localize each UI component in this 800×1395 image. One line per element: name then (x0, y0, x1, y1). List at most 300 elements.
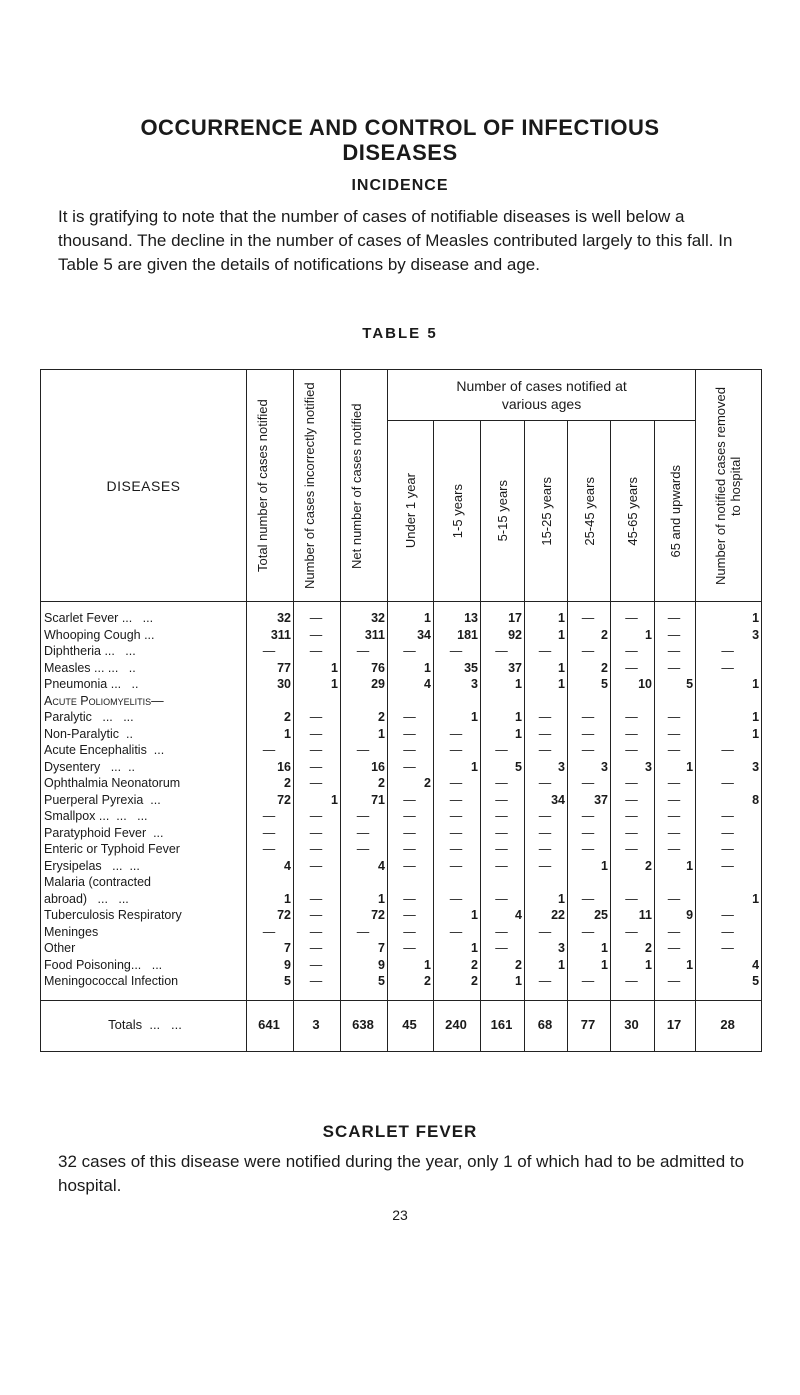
totals-label-cell (41, 1000, 247, 1051)
table-row (41, 924, 762, 941)
age-header-text: 45-65 years (625, 476, 640, 546)
value-cell: 1 (434, 940, 481, 957)
value-cell: — (611, 825, 655, 842)
value-cell: — (611, 808, 655, 825)
disease-name-cell (41, 775, 247, 792)
table-row (41, 792, 762, 809)
value-cell (655, 693, 696, 710)
value-cell: — (434, 891, 481, 908)
disease-name: Tuberculosis Respiratory (44, 908, 182, 922)
value-cell: 16 (247, 759, 294, 776)
value-cell: 1 (696, 709, 762, 726)
total-value-cell: 30 (611, 1000, 655, 1051)
age-header-4 (568, 421, 611, 602)
value-cell: — (294, 627, 341, 644)
value-cell: 2 (568, 627, 611, 644)
value-cell: 1 (294, 660, 341, 677)
table-row (41, 742, 762, 759)
value-cell: 1 (525, 891, 568, 908)
value-cell: — (611, 742, 655, 759)
table-body (41, 602, 762, 1052)
disease-name-cell (41, 726, 247, 743)
total-value-cell: 161 (481, 1000, 525, 1051)
value-cell: 7 (247, 940, 294, 957)
age-header-0 (388, 421, 434, 602)
table-row (41, 841, 762, 858)
value-cell: 4 (341, 858, 388, 875)
value-cell: — (611, 643, 655, 660)
value-cell: — (434, 726, 481, 743)
value-cell: 4 (388, 676, 434, 693)
value-cell: — (294, 602, 341, 627)
value-cell (525, 693, 568, 710)
age-header-text: 15-25 years (538, 476, 554, 546)
age-header-text: 65 and upwards (667, 464, 683, 558)
value-cell: — (655, 643, 696, 660)
table-row (41, 808, 762, 825)
value-cell: — (388, 643, 434, 660)
incorrect-notified-header (294, 370, 341, 602)
value-cell: — (611, 792, 655, 809)
value-cell: — (294, 742, 341, 759)
disease-name: Acute Poliomyelitis— (44, 693, 164, 708)
value-cell: 5 (247, 973, 294, 990)
value-cell: 2 (611, 940, 655, 957)
value-cell: 9 (247, 957, 294, 974)
disease-name: Dysentery (44, 759, 101, 774)
age-header-text: Under 1 year (403, 473, 418, 549)
value-cell: — (247, 643, 294, 660)
value-cell: 1 (568, 957, 611, 974)
value-cell: — (525, 858, 568, 875)
disease-name-cell (41, 602, 247, 627)
scarlet-fever-heading: SCARLET FEVER (322, 1122, 478, 1141)
value-cell: — (294, 858, 341, 875)
diseases-column-header (41, 370, 247, 602)
value-cell: 72 (341, 907, 388, 924)
table-row (41, 858, 762, 875)
leader-dots: ... .. (100, 759, 136, 774)
value-cell: — (525, 742, 568, 759)
disease-name: Meninges (44, 924, 99, 939)
value-cell: 1 (388, 957, 434, 974)
value-cell: 2 (388, 973, 434, 990)
hospital-header-text: Number of notified cases removed to hospital (712, 386, 743, 585)
notifications-table-wrapper (40, 369, 761, 1081)
value-cell: 1 (568, 940, 611, 957)
value-cell: — (294, 841, 341, 858)
value-cell: 77 (247, 660, 294, 677)
value-cell: 7 (341, 940, 388, 957)
value-cell: 4 (696, 957, 762, 974)
value-cell: 37 (481, 660, 525, 677)
value-cell: 25 (568, 907, 611, 924)
value-cell: 1 (611, 957, 655, 974)
value-cell: — (611, 726, 655, 743)
value-cell: — (247, 841, 294, 858)
value-cell: 1 (341, 891, 388, 908)
total-value-cell: 77 (568, 1000, 611, 1051)
value-cell: — (525, 643, 568, 660)
table-row (41, 676, 762, 693)
value-cell: — (294, 808, 341, 825)
value-cell: — (525, 726, 568, 743)
table-label: TABLE 5 (362, 325, 438, 342)
age-header-2 (481, 421, 525, 602)
value-cell: 1 (388, 660, 434, 677)
value-cell: — (655, 709, 696, 726)
value-cell: 1 (611, 627, 655, 644)
value-cell (294, 874, 341, 891)
value-cell: — (388, 924, 434, 941)
value-cell: — (434, 643, 481, 660)
disease-name: Meningococcal Infection (44, 974, 179, 988)
value-cell: — (388, 825, 434, 842)
leader-dots: ... (146, 825, 164, 840)
value-cell: — (611, 891, 655, 908)
value-cell: — (341, 825, 388, 842)
total-value-cell: 240 (434, 1000, 481, 1051)
value-cell: 16 (341, 759, 388, 776)
value-cell: — (525, 709, 568, 726)
diseases-header-text: DISEASES (106, 477, 181, 494)
page-title-line2: DISEASES (342, 140, 458, 165)
value-cell: — (341, 742, 388, 759)
spacer-cell (611, 990, 655, 1001)
value-cell: — (655, 602, 696, 627)
value-cell: — (294, 940, 341, 957)
incidence-heading: INCIDENCE (351, 177, 449, 194)
totals-label: Totals (108, 1017, 143, 1033)
value-cell: 2 (434, 957, 481, 974)
value-cell: — (481, 891, 525, 908)
value-cell (247, 874, 294, 891)
value-cell: — (568, 643, 611, 660)
value-cell (611, 874, 655, 891)
value-cell: — (655, 726, 696, 743)
disease-name: Puerperal Pyrexia (44, 792, 144, 807)
value-cell: 3 (525, 759, 568, 776)
value-cell: — (568, 726, 611, 743)
value-cell: — (696, 660, 762, 677)
value-cell (341, 693, 388, 710)
value-cell (294, 693, 341, 710)
total-value-cell: 641 (247, 1000, 294, 1051)
value-cell: 1 (247, 891, 294, 908)
value-cell: 1 (481, 726, 525, 743)
spacer-cell (388, 990, 434, 1001)
value-cell: 1 (388, 602, 434, 627)
age-header-text: 25-45 years (581, 476, 597, 546)
value-cell (434, 874, 481, 891)
value-cell (341, 874, 388, 891)
disease-name-cell (41, 709, 247, 726)
spacer-cell (341, 990, 388, 1001)
disease-name-cell (41, 742, 247, 759)
value-cell: — (434, 742, 481, 759)
value-cell: 3 (568, 759, 611, 776)
table-row (41, 693, 762, 710)
value-cell: — (388, 940, 434, 957)
value-cell (568, 693, 611, 710)
value-cell: — (568, 775, 611, 792)
leader-dots: ... (141, 957, 163, 972)
value-cell: — (655, 742, 696, 759)
value-cell: — (655, 891, 696, 908)
value-cell: 1 (568, 858, 611, 875)
value-cell: 1 (696, 891, 762, 908)
value-cell: 8 (696, 792, 762, 809)
value-cell: — (696, 775, 762, 792)
value-cell: 72 (247, 792, 294, 809)
value-cell (568, 874, 611, 891)
value-cell: 311 (341, 627, 388, 644)
value-cell: 1 (655, 858, 696, 875)
value-cell: — (341, 841, 388, 858)
value-cell: — (434, 825, 481, 842)
value-cell: — (611, 973, 655, 990)
value-cell: — (696, 940, 762, 957)
leader-dots: ... ... (101, 858, 140, 873)
value-cell (434, 693, 481, 710)
disease-name: Diphtheria (44, 644, 101, 658)
disease-name: Paratyphoid Fever (44, 825, 147, 840)
age-header-6 (655, 421, 696, 602)
value-cell: — (525, 973, 568, 990)
disease-name: Pneumonia (44, 677, 108, 691)
table-row (41, 759, 762, 776)
value-cell: — (481, 940, 525, 957)
value-cell: — (247, 924, 294, 941)
total-value-cell: 638 (341, 1000, 388, 1051)
spacer-cell (294, 990, 341, 1001)
table-row (41, 973, 762, 990)
value-cell: 32 (341, 602, 388, 627)
value-cell (655, 874, 696, 891)
value-cell: — (388, 891, 434, 908)
value-cell: — (568, 808, 611, 825)
total-value-cell: 68 (525, 1000, 568, 1051)
table-row (41, 907, 762, 924)
value-cell: 2 (568, 660, 611, 677)
value-cell: — (525, 841, 568, 858)
value-cell: 13 (434, 602, 481, 627)
spacer-cell (525, 990, 568, 1001)
disease-name-cell (41, 808, 247, 825)
value-cell: — (294, 957, 341, 974)
disease-name-cell (41, 759, 247, 776)
value-cell: 3 (611, 759, 655, 776)
value-cell: 11 (611, 907, 655, 924)
value-cell: 1 (481, 676, 525, 693)
value-cell: — (655, 825, 696, 842)
value-cell: — (696, 858, 762, 875)
value-cell: — (696, 742, 762, 759)
disease-name-cell (41, 676, 247, 693)
value-cell: — (294, 825, 341, 842)
age-group-header-text: Number of cases notified at various ages (456, 378, 627, 412)
value-cell: 3 (434, 676, 481, 693)
value-cell: — (294, 759, 341, 776)
value-cell: 1 (294, 676, 341, 693)
page-number: 23 (392, 1207, 408, 1223)
net-notified-header (341, 370, 388, 602)
value-cell: — (655, 627, 696, 644)
value-cell: 1 (247, 726, 294, 743)
hospital-header (696, 370, 762, 602)
net-notified-header-text: Net number of cases notified (349, 402, 364, 569)
value-cell: 1 (525, 602, 568, 627)
disease-name-cell (41, 874, 247, 891)
spacer-cell (247, 990, 294, 1001)
incidence-paragraph: It is gratifying to note that the number of cases of notifiable diseases is well below a thousand. The decline in the number of cases of Measles contributed largely to this fall. In Table 5 are given the details of notifications by disease and age. (58, 207, 733, 274)
table-row (41, 775, 762, 792)
disease-name: Food Poisoning... (44, 957, 142, 972)
value-cell: — (388, 907, 434, 924)
value-cell: 1 (696, 602, 762, 627)
value-cell: 1 (341, 726, 388, 743)
leader-dots: ... .. (104, 660, 136, 675)
spacer-cell (434, 990, 481, 1001)
value-cell: — (568, 924, 611, 941)
value-cell: 9 (341, 957, 388, 974)
value-cell: — (341, 643, 388, 660)
value-cell (481, 874, 525, 891)
value-cell: — (525, 808, 568, 825)
value-cell (481, 693, 525, 710)
value-cell: — (568, 841, 611, 858)
age-header-3 (525, 421, 568, 602)
value-cell: — (525, 924, 568, 941)
value-cell: — (655, 973, 696, 990)
value-cell: — (568, 891, 611, 908)
disease-name-cell (41, 858, 247, 875)
value-cell: 2 (341, 775, 388, 792)
age-header-1 (434, 421, 481, 602)
value-cell: — (696, 841, 762, 858)
value-cell: — (696, 924, 762, 941)
disease-name-cell (41, 693, 247, 710)
value-cell: 1 (525, 627, 568, 644)
table-row (41, 709, 762, 726)
total-value-cell: 28 (696, 1000, 762, 1051)
disease-name: Erysipelas (44, 858, 102, 873)
disease-name-cell (41, 973, 247, 990)
disease-name-cell (41, 627, 247, 644)
value-cell: — (655, 808, 696, 825)
value-cell: — (294, 924, 341, 941)
value-cell: 29 (341, 676, 388, 693)
value-cell: — (294, 643, 341, 660)
disease-name-cell (41, 792, 247, 809)
value-cell (696, 693, 762, 710)
disease-name: Smallpox ... (44, 809, 110, 823)
value-cell: 17 (481, 602, 525, 627)
value-cell: — (568, 602, 611, 627)
value-cell: — (481, 792, 525, 809)
disease-name: Acute Encephalitis (44, 743, 147, 757)
incorrect-notified-header-text: Number of cases incorrectly notified (302, 382, 317, 589)
value-cell: — (696, 808, 762, 825)
value-cell: 181 (434, 627, 481, 644)
value-cell: — (655, 940, 696, 957)
disease-name-cell (41, 957, 247, 974)
value-cell: — (481, 742, 525, 759)
value-cell: 1 (434, 709, 481, 726)
age-header-5 (611, 421, 655, 602)
table-row (41, 940, 762, 957)
value-cell: — (434, 858, 481, 875)
value-cell: 2 (247, 709, 294, 726)
table-row (41, 891, 762, 908)
disease-name-cell (41, 660, 247, 677)
value-cell (696, 874, 762, 891)
value-cell: 311 (247, 627, 294, 644)
value-cell: — (568, 742, 611, 759)
spacer-row (41, 990, 762, 1001)
value-cell: 2 (388, 775, 434, 792)
disease-name-cell (41, 643, 247, 660)
leader-dots: ... ... (118, 611, 154, 625)
value-cell: — (481, 643, 525, 660)
disease-name-cell (41, 907, 247, 924)
value-cell: 72 (247, 907, 294, 924)
value-cell: 35 (434, 660, 481, 677)
value-cell: — (388, 792, 434, 809)
notifications-table (40, 369, 762, 1052)
value-cell: — (388, 759, 434, 776)
value-cell: — (525, 825, 568, 842)
disease-name: Other (44, 941, 76, 955)
value-cell: — (481, 924, 525, 941)
spacer-cell (568, 990, 611, 1001)
value-cell: 1 (525, 676, 568, 693)
value-cell: — (294, 775, 341, 792)
leader-dots: ... .. (107, 677, 139, 691)
spacer-cell (41, 990, 247, 1001)
value-cell: 1 (294, 792, 341, 809)
leader-dots: ... (140, 627, 155, 642)
value-cell: 3 (525, 940, 568, 957)
value-cell: 37 (568, 792, 611, 809)
value-cell: 1 (655, 759, 696, 776)
disease-name: Whooping Cough (44, 627, 141, 642)
value-cell: 4 (481, 907, 525, 924)
value-cell: 3 (696, 627, 762, 644)
value-cell: — (481, 825, 525, 842)
value-cell: — (294, 907, 341, 924)
value-cell: 5 (568, 676, 611, 693)
value-cell (525, 874, 568, 891)
value-cell: — (696, 907, 762, 924)
value-cell: — (568, 973, 611, 990)
value-cell: — (434, 808, 481, 825)
disease-name: Scarlet Fever (44, 611, 119, 625)
value-cell: 34 (388, 627, 434, 644)
disease-name-cell (41, 940, 247, 957)
value-cell: 92 (481, 627, 525, 644)
value-cell: — (388, 742, 434, 759)
spacer-cell (481, 990, 525, 1001)
spacer-cell (655, 990, 696, 1001)
value-cell: — (294, 891, 341, 908)
value-cell: — (388, 808, 434, 825)
leader-dots: ... ... (87, 891, 129, 906)
value-cell: — (481, 808, 525, 825)
value-cell: — (434, 775, 481, 792)
value-cell: — (481, 858, 525, 875)
value-cell: 2 (434, 973, 481, 990)
